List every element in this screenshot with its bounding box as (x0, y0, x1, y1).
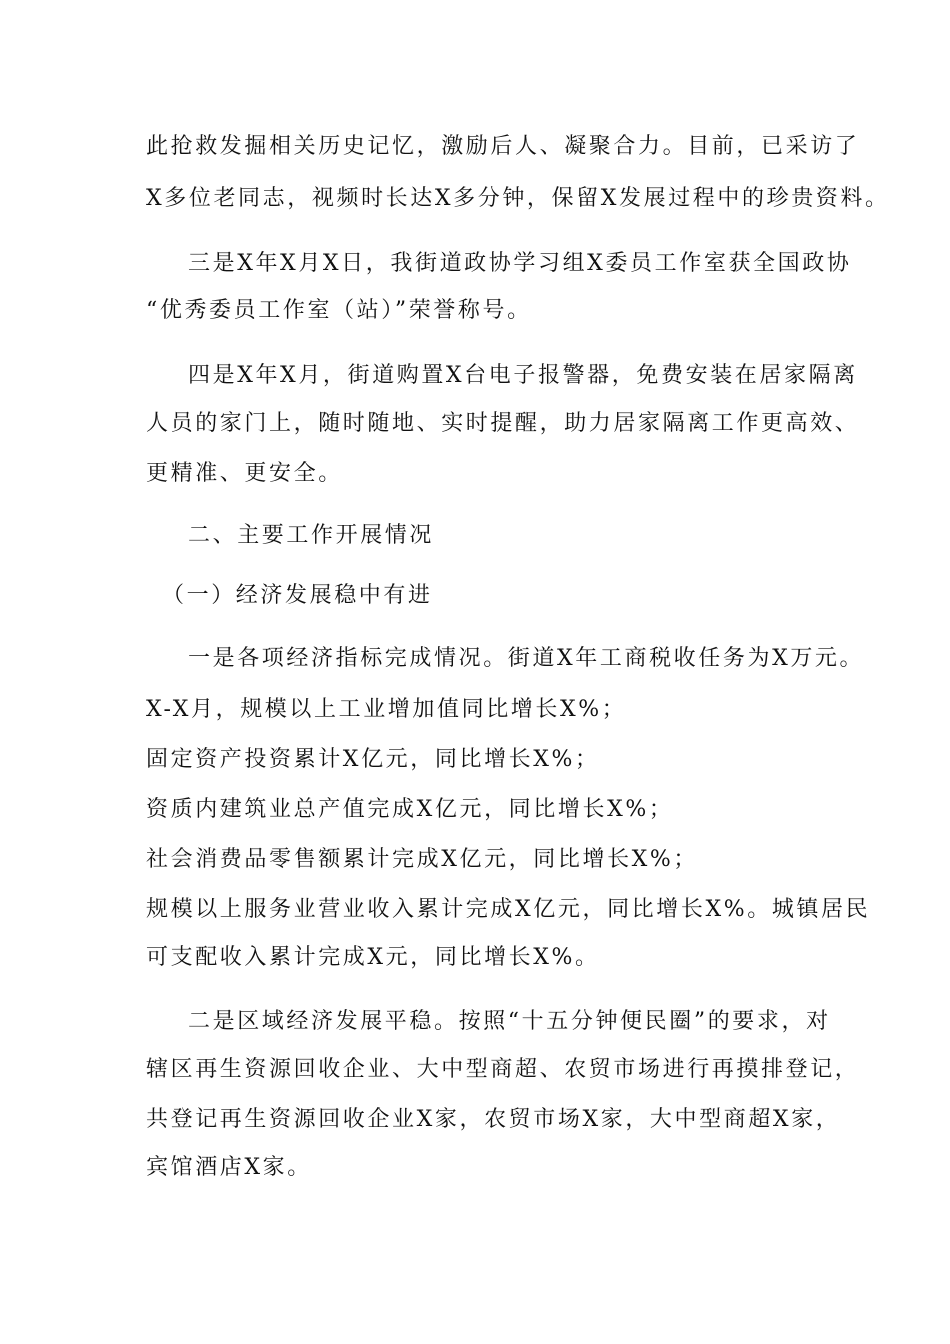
paragraph-line: “优秀委员工作室（站）”荣誉称号。 (146, 298, 532, 323)
section-heading: 二、主要工作开展情况 (188, 523, 435, 548)
paragraph-line: 人员的家门上，随时随地、实时提醒，助力居家隔离工作更高效、 (146, 411, 860, 436)
paragraph-line: 此抢救发掘相关历史记忆，激励后人、凝聚合力。目前，已采访了 (146, 134, 860, 159)
paragraph-line: 规模以上服务业营业收入累计完成X亿元，同比增长X%。城镇居民 (146, 897, 871, 922)
paragraph-line: 可支配收入累计完成X元，同比增长X%。 (146, 945, 600, 970)
paragraph-line: 固定资产投资累计X亿元，同比增长X%； (146, 747, 600, 772)
paragraph-line: 社会消费品零售额累计完成X亿元，同比增长X%； (146, 847, 699, 872)
paragraph-line: 宾馆酒店X家。 (146, 1155, 312, 1180)
paragraph-line: X多位老同志，视频时长达X多分钟，保留X发展过程中的珍贵资料。 (146, 186, 890, 211)
paragraph-line: 一是各项经济指标完成情况。街道X年工商税收任务为X万元。 (188, 646, 865, 671)
subsection-heading: （一）经济发展稳中有进 (162, 583, 433, 608)
paragraph-line: 三是X年X月X日，我街道政协学习组X委员工作室获全国政协 (188, 251, 852, 276)
paragraph-line: 资质内建筑业总产值完成X亿元，同比增长X%； (146, 797, 674, 822)
paragraph-line: 二是区域经济发展平稳。按照“十五分钟便民圈”的要求，对 (188, 1009, 831, 1034)
paragraph-line: X-X月，规模以上工业增加值同比增长X%； (146, 697, 627, 722)
paragraph-line: 辖区再生资源回收企业、大中型商超、农贸市场进行再摸排登记， (146, 1057, 860, 1082)
paragraph-line: 共登记再生资源回收企业X家，农贸市场X家，大中型商超X家， (146, 1107, 841, 1132)
paragraph-line: 四是X年X月，街道购置X台电子报警器，免费安装在居家隔离 (188, 363, 858, 388)
paragraph-line: 更精准、更安全。 (146, 461, 343, 486)
